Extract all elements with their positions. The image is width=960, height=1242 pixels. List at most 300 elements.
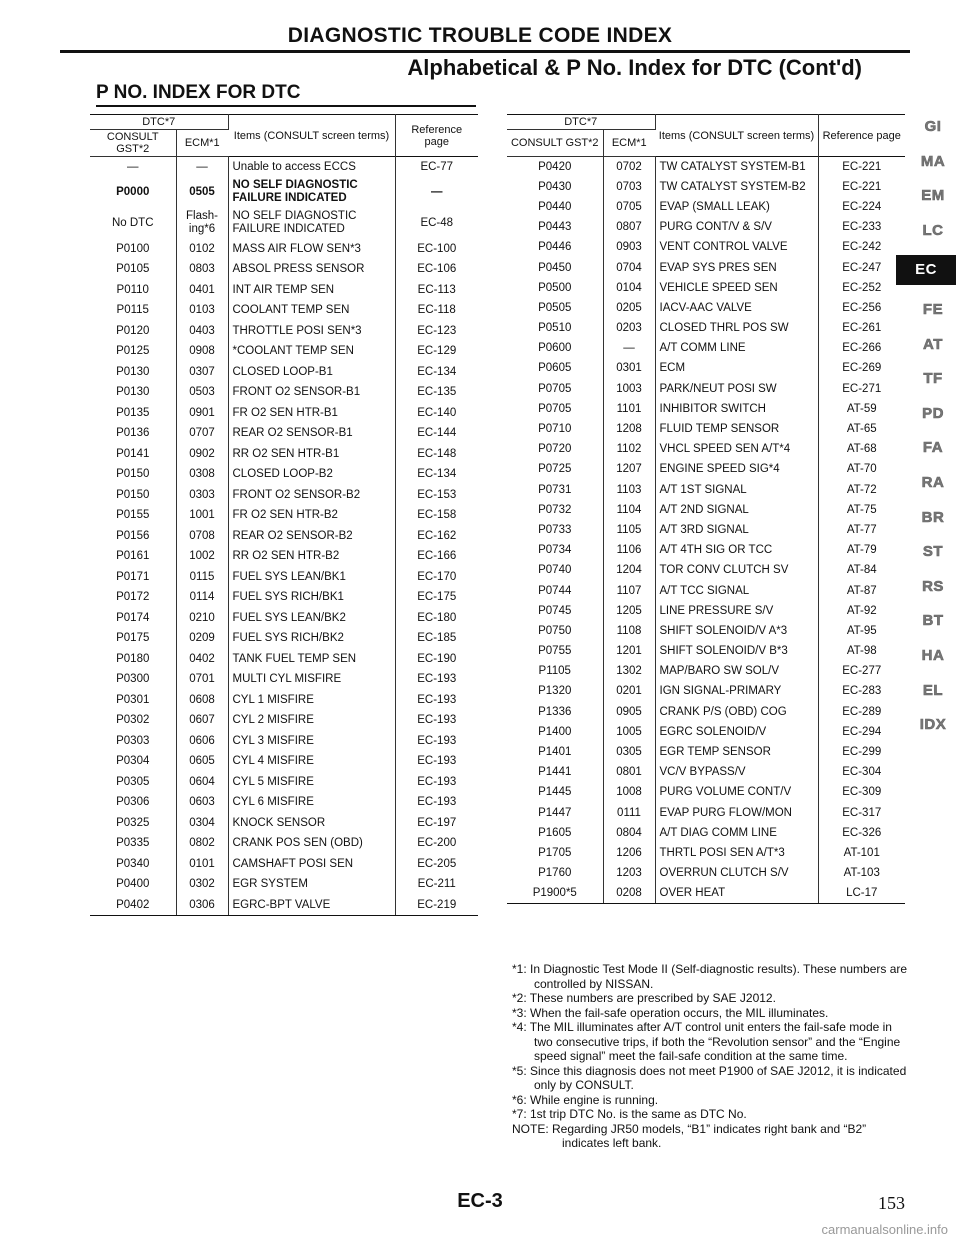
- cell-item: NO SELF DIAGNOSTIC FAILURE INDICATED: [228, 208, 395, 239]
- cell-reference: EC-326: [842, 826, 882, 839]
- cell-ecm: 0606: [176, 731, 228, 752]
- cell-ecm: 0902: [176, 444, 228, 465]
- cell-consult: P0443: [507, 217, 603, 237]
- cell-consult: P1336: [507, 702, 603, 722]
- cell-reference: —: [431, 185, 443, 198]
- cell-consult: P0725: [507, 459, 603, 479]
- cell-reference: EC-48: [420, 216, 454, 229]
- cell-reference: AT-68: [846, 443, 877, 456]
- cell-reference: EC-193: [417, 673, 457, 686]
- cell-consult: P0150: [90, 464, 176, 485]
- cell-reference: AT-59: [846, 402, 877, 415]
- section-tab-fe[interactable]: FE: [922, 300, 944, 318]
- cell-item: SHIFT SOLENOID/V A*3: [655, 621, 818, 641]
- dtc-table-left: [90, 114, 478, 916]
- table-row: [507, 399, 905, 419]
- cell-item: TANK FUEL TEMP SEN: [228, 649, 395, 670]
- cell-consult: P0325: [90, 813, 176, 834]
- cell-consult: P1441: [507, 762, 603, 782]
- section-tab-el[interactable]: EL: [922, 681, 944, 699]
- cell-ecm: 0803: [176, 259, 228, 280]
- cell-ecm: 0401: [176, 280, 228, 301]
- table-row: [90, 710, 478, 731]
- cell-reference: EC-180: [417, 611, 457, 624]
- cell-reference: EC-277: [842, 665, 882, 678]
- cell-consult: P0306: [90, 792, 176, 813]
- cell-reference: EC-185: [417, 632, 457, 645]
- cell-consult: P0400: [90, 874, 176, 895]
- cell-item: REAR O2 SENSOR-B1: [228, 423, 395, 444]
- cell-reference: EC-170: [417, 570, 457, 583]
- cell-reference: EC-294: [842, 725, 882, 738]
- page-subtitle: Alphabetical & P No. Index for DTC (Cont'd): [407, 55, 862, 80]
- right-table-body: [507, 157, 905, 904]
- table-row: [90, 341, 478, 362]
- cell-consult: P0710: [507, 419, 603, 439]
- cell-consult: P0155: [90, 505, 176, 526]
- table-row: [507, 641, 905, 661]
- cell-item: A/T 3RD SIGNAL: [655, 520, 818, 540]
- cell-ecm: 0305: [603, 742, 655, 762]
- cell-consult: P0720: [507, 439, 603, 459]
- cell-ecm: 0102: [176, 239, 228, 260]
- cell-item: A/T TCC SIGNAL: [655, 580, 818, 600]
- section-tab-tf[interactable]: TF: [923, 370, 943, 388]
- table-row: [507, 358, 905, 378]
- section-tab-ma[interactable]: MA: [920, 152, 946, 170]
- table-row: [90, 567, 478, 588]
- cell-consult: P1605: [507, 823, 603, 843]
- cell-item: PURG VOLUME CONT/V: [655, 782, 818, 802]
- cell-item: Unable to access ECCS: [228, 157, 395, 178]
- cell-item: RR O2 SEN HTR-B2: [228, 546, 395, 567]
- cell-item: VHCL SPEED SEN A/T*4: [655, 439, 818, 459]
- table-row: [90, 526, 478, 547]
- cell-item: MAP/BARO SW SOL/V: [655, 661, 818, 681]
- table-row: [507, 439, 905, 459]
- cell-reference: EC-219: [395, 895, 478, 916]
- cell-item: VENT CONTROL VALVE: [655, 237, 818, 257]
- section-tab-ec[interactable]: EC: [896, 255, 956, 285]
- cell-consult: P0420: [507, 157, 603, 177]
- cell-item: RR O2 SEN HTR-B1: [228, 444, 395, 465]
- table-row: [90, 751, 478, 772]
- cell-reference: AT-75: [846, 503, 877, 516]
- header-ecm: ECM*1: [603, 130, 655, 157]
- cell-item: FUEL SYS RICH/BK1: [228, 587, 395, 608]
- cell-ecm: 1107: [603, 580, 655, 600]
- cell-ecm: 0701: [176, 669, 228, 690]
- cell-consult: P1320: [507, 681, 603, 701]
- cell-reference: EC-193: [417, 755, 457, 768]
- footnote: *2: These numbers are prescribed by SAE J2012.: [512, 991, 776, 1005]
- cell-item: CYL 3 MISFIRE: [228, 731, 395, 752]
- cell-item: CYL 6 MISFIRE: [228, 792, 395, 813]
- cell-reference: EC-221: [818, 157, 905, 177]
- cell-reference: EC-153: [417, 488, 457, 501]
- table-row: [507, 661, 905, 681]
- cell-reference: EC-289: [842, 705, 882, 718]
- cell-item: IACV-AAC VALVE: [655, 298, 818, 318]
- cell-ecm: 0302: [176, 874, 228, 895]
- cell-reference: AT-65: [846, 423, 877, 436]
- cell-consult: P0175: [90, 628, 176, 649]
- cell-item: CYL 1 MISFIRE: [228, 690, 395, 711]
- cell-consult: P0402: [90, 895, 176, 916]
- table-row: [507, 298, 905, 318]
- cell-item: THRTL POSI SEN A/T*3: [655, 843, 818, 863]
- cell-reference: EC-252: [842, 281, 882, 294]
- table-row: [507, 621, 905, 641]
- cell-consult: P0450: [507, 257, 603, 277]
- cell-consult: P0150: [90, 485, 176, 506]
- footnote: NOTE: Regarding JR50 models, “B1” indicates right bank and “B2” indicates left bank.: [512, 1121, 867, 1150]
- title-rule: [60, 50, 910, 53]
- table-row: [507, 803, 905, 823]
- table-row: [507, 863, 905, 883]
- section-tab-bt[interactable]: BT: [922, 612, 944, 630]
- cell-item: FR O2 SEN HTR-B1: [228, 403, 395, 424]
- cell-ecm: 0210: [176, 608, 228, 629]
- table-row: [507, 338, 905, 358]
- cell-ecm: 1101: [603, 399, 655, 419]
- cell-item: FR O2 SEN HTR-B2: [228, 505, 395, 526]
- cell-reference: EC-221: [842, 180, 882, 193]
- cell-ecm: 1207: [603, 459, 655, 479]
- cell-reference: EC-299: [842, 746, 882, 759]
- cell-ecm: 0503: [176, 382, 228, 403]
- table-row: [90, 546, 478, 567]
- cell-reference: EC-193: [417, 693, 457, 706]
- cell-consult: P0125: [90, 341, 176, 362]
- table-row: [90, 444, 478, 465]
- cell-reference: EC-162: [417, 529, 457, 542]
- cell-consult: P0340: [90, 854, 176, 875]
- cell-item: CYL 2 MISFIRE: [228, 710, 395, 731]
- cell-item: OVERRUN CLUTCH S/V: [655, 863, 818, 883]
- table-row: [90, 854, 478, 875]
- cell-ecm: 0115: [176, 567, 228, 588]
- cell-item: LINE PRESSURE S/V: [655, 601, 818, 621]
- section-tab-idx[interactable]: IDX: [919, 716, 947, 734]
- cell-reference: EC-190: [417, 652, 457, 665]
- section-tab-at[interactable]: AT: [923, 335, 943, 353]
- cell-ecm: 1104: [603, 500, 655, 520]
- cell-ecm: 1008: [603, 782, 655, 802]
- cell-item: KNOCK SENSOR: [228, 813, 395, 834]
- section-rule: [96, 105, 476, 107]
- cell-ecm: 0704: [603, 257, 655, 277]
- table-row: [90, 403, 478, 424]
- cell-consult: P0105: [90, 259, 176, 280]
- cell-item: CRANK P/S (OBD) COG: [655, 702, 818, 722]
- cell-ecm: 0205: [603, 298, 655, 318]
- cell-consult: P0605: [507, 358, 603, 378]
- table-row: [507, 560, 905, 580]
- cell-consult: P0300: [90, 669, 176, 690]
- cell-item: FRONT O2 SENSOR-B2: [228, 485, 395, 506]
- cell-consult: P0510: [507, 318, 603, 338]
- cell-ecm: 1204: [603, 560, 655, 580]
- cell-reference: EC-193: [417, 714, 457, 727]
- left-table-body: [90, 157, 478, 916]
- cell-item: IGN SIGNAL-PRIMARY: [655, 681, 818, 701]
- cell-item: SHIFT SOLENOID/V B*3: [655, 641, 818, 661]
- header-items: Items (CONSULT screen terms): [655, 115, 818, 157]
- cell-consult: P0750: [507, 621, 603, 641]
- header-ecm: ECM*1: [176, 130, 228, 157]
- table-row: [507, 883, 905, 903]
- cell-reference: AT-92: [846, 604, 877, 617]
- cell-consult: P0130: [90, 362, 176, 383]
- cell-ecm: 0903: [603, 237, 655, 257]
- section-tab-fa[interactable]: FA: [922, 439, 944, 457]
- cell-item: EVAP (SMALL LEAK): [655, 197, 818, 217]
- cell-ecm: 0306: [176, 895, 228, 916]
- cell-item: TW CATALYST SYSTEM-B1: [655, 157, 818, 177]
- cell-item: FLUID TEMP SENSOR: [655, 419, 818, 439]
- cell-consult: P0732: [507, 500, 603, 520]
- cell-consult: P0731: [507, 480, 603, 500]
- cell-item: A/T DIAG COMM LINE: [655, 823, 818, 843]
- header-dtc: DTC*7: [507, 115, 655, 130]
- cell-reference: EC-193: [417, 775, 457, 788]
- table-row: [90, 464, 478, 485]
- cell-reference: EC-134: [417, 365, 457, 378]
- section-tab-st[interactable]: ST: [922, 543, 944, 561]
- cell-consult: P0734: [507, 540, 603, 560]
- cell-consult: P0110: [90, 280, 176, 301]
- table-row: [90, 423, 478, 444]
- section-tabs: [910, 117, 956, 750]
- table-row: [90, 608, 478, 629]
- cell-item: FRONT O2 SENSOR-B1: [228, 382, 395, 403]
- cell-reference: EC-175: [417, 591, 457, 604]
- cell-consult: P0305: [90, 772, 176, 793]
- cell-item: CRANK POS SEN (OBD): [228, 833, 395, 854]
- cell-ecm: 1205: [603, 601, 655, 621]
- footnote: *1: In Diagnostic Test Mode II (Self-diagnostic results). These numbers are controlled by NISSAN.: [512, 962, 908, 991]
- cell-item: NO SELF DIAGNOSTIC FAILURE INDICATED: [228, 177, 395, 208]
- cell-item: INHIBITOR SWITCH: [655, 399, 818, 419]
- cell-ecm: 0708: [176, 526, 228, 547]
- cell-item: ECM: [655, 358, 818, 378]
- cell-reference: AT-84: [846, 564, 877, 577]
- cell-ecm: 0403: [176, 321, 228, 342]
- cell-item: VC/V BYPASS/V: [655, 762, 818, 782]
- table-row: [507, 278, 905, 298]
- cell-consult: P0161: [90, 546, 176, 567]
- cell-reference: EC-134: [417, 468, 457, 481]
- table-row: [507, 823, 905, 843]
- cell-reference: EC-135: [417, 386, 457, 399]
- cell-ecm: 1003: [603, 379, 655, 399]
- cell-item: EGRC SOLENOID/V: [655, 722, 818, 742]
- cell-item: CLOSED LOOP-B1: [228, 362, 395, 383]
- cell-item: CYL 4 MISFIRE: [228, 751, 395, 772]
- cell-ecm: 1206: [603, 843, 655, 863]
- table-row: [90, 485, 478, 506]
- cell-consult: P0740: [507, 560, 603, 580]
- watermark: carmanualsonline.info: [821, 1222, 948, 1237]
- cell-reference: EC-247: [842, 261, 882, 274]
- cell-reference: EC-129: [417, 345, 457, 358]
- section-tab-br[interactable]: BR: [921, 508, 945, 526]
- cell-consult: P0505: [507, 298, 603, 318]
- cell-consult: P0600: [507, 338, 603, 358]
- cell-reference: EC-118: [417, 304, 456, 317]
- cell-consult: P1760: [507, 863, 603, 883]
- cell-item: EGRC-BPT VALVE: [228, 895, 395, 916]
- cell-consult: P0744: [507, 580, 603, 600]
- cell-consult: P0100: [90, 239, 176, 260]
- cell-reference: EC-140: [417, 406, 457, 419]
- cell-consult: P0174: [90, 608, 176, 629]
- cell-item: A/T 1ST SIGNAL: [655, 480, 818, 500]
- section-title: P NO. INDEX FOR DTC: [96, 82, 301, 103]
- cell-reference: AT-79: [846, 544, 877, 557]
- cell-ecm: 0104: [603, 278, 655, 298]
- page-title: DIAGNOSTIC TROUBLE CODE INDEX: [287, 24, 673, 47]
- cell-reference: EC-193: [417, 796, 457, 809]
- table-row: [507, 681, 905, 701]
- section-tab-rs[interactable]: RS: [922, 577, 944, 595]
- cell-item: A/T 4TH SIG OR TCC: [655, 540, 818, 560]
- cell-reference: EC-304: [842, 766, 882, 779]
- cell-reference: EC-197: [417, 816, 457, 829]
- table-row: [90, 362, 478, 383]
- cell-ecm: 0101: [176, 854, 228, 875]
- table-row: [507, 742, 905, 762]
- header-consult: CONSULT GST*2: [507, 130, 603, 157]
- cell-ecm: 1105: [603, 520, 655, 540]
- cell-ecm: 0603: [176, 792, 228, 813]
- cell-ecm: Flash-ing*6: [176, 208, 228, 239]
- table-row: [507, 217, 905, 237]
- table-row: [507, 782, 905, 802]
- section-tab-gi[interactable]: GI: [924, 118, 942, 135]
- cell-reference: EC-224: [842, 200, 882, 213]
- cell-ecm: 0308: [176, 464, 228, 485]
- cell-ecm: 0604: [176, 772, 228, 793]
- cell-reference: AT-70: [846, 463, 877, 476]
- cell-item: MULTI CYL MISFIRE: [228, 669, 395, 690]
- cell-consult: P1447: [507, 803, 603, 823]
- table-row: [90, 813, 478, 834]
- footnote: *5: Since this diagnosis does not meet P1900 of SAE J2012, it is indicated only by CONSULT.: [512, 1063, 907, 1092]
- table-row: [90, 382, 478, 403]
- cell-consult: P1401: [507, 742, 603, 762]
- cell-consult: P1900*5: [507, 883, 603, 903]
- cell-item: COOLANT TEMP SEN: [228, 300, 395, 321]
- cell-ecm: 0505: [176, 177, 228, 208]
- cell-ecm: 0807: [603, 217, 655, 237]
- cell-reference: EC-113: [417, 283, 456, 296]
- cell-consult: P0500: [507, 278, 603, 298]
- cell-consult: P0303: [90, 731, 176, 752]
- table-row: [507, 237, 905, 257]
- cell-reference: AT-101: [843, 846, 880, 859]
- cell-consult: P0705: [507, 379, 603, 399]
- table-row: [507, 702, 905, 722]
- cell-consult: P0156: [90, 526, 176, 547]
- cell-item: ENGINE SPEED SIG*4: [655, 459, 818, 479]
- section-tab-ra[interactable]: RA: [921, 473, 945, 491]
- table-row: [507, 157, 905, 177]
- page-number: 153: [878, 1193, 905, 1213]
- cell-consult: P0755: [507, 641, 603, 661]
- cell-reference: EC-242: [842, 241, 882, 254]
- cell-item: PARK/NEUT POSI SW: [655, 379, 818, 399]
- cell-item: CLOSED THRL POS SW: [655, 318, 818, 338]
- table-row: [507, 500, 905, 520]
- cell-item: VEHICLE SPEED SEN: [655, 278, 818, 298]
- dtc-table-right: [507, 114, 905, 904]
- cell-ecm: 1106: [603, 540, 655, 560]
- cell-consult: No DTC: [90, 208, 176, 239]
- cell-ecm: 1103: [603, 480, 655, 500]
- cell-consult: P0301: [90, 690, 176, 711]
- cell-consult: P0141: [90, 444, 176, 465]
- cell-ecm: 0201: [603, 681, 655, 701]
- cell-ecm: 0607: [176, 710, 228, 731]
- table-row: [90, 321, 478, 342]
- table-row: [90, 177, 478, 208]
- section-tab-ha[interactable]: HA: [921, 646, 945, 664]
- cell-consult: P1105: [507, 661, 603, 681]
- cell-reference: EC-317: [842, 806, 882, 819]
- cell-consult: P0120: [90, 321, 176, 342]
- cell-consult: P0135: [90, 403, 176, 424]
- table-row: [90, 587, 478, 608]
- cell-reference: EC-309: [842, 786, 882, 799]
- table-row: [507, 318, 905, 338]
- table-row: [90, 300, 478, 321]
- table-row: [90, 690, 478, 711]
- cell-ecm: 1302: [603, 661, 655, 681]
- section-tab-lc[interactable]: LC: [922, 221, 944, 239]
- cell-ecm: 0208: [603, 883, 655, 903]
- cell-reference: EC-144: [417, 427, 457, 440]
- table-row: [507, 601, 905, 621]
- cell-reference: AT-77: [846, 523, 877, 536]
- table-row: [507, 762, 905, 782]
- cell-consult: P1445: [507, 782, 603, 802]
- cell-ecm: 0111: [603, 803, 655, 823]
- cell-reference: EC-269: [842, 362, 882, 375]
- table-row: [90, 505, 478, 526]
- cell-reference: EC-205: [417, 857, 457, 870]
- table-row: [90, 772, 478, 793]
- cell-reference: EC-256: [842, 301, 882, 314]
- section-tab-pd[interactable]: PD: [922, 404, 944, 422]
- cell-item: A/T 2ND SIGNAL: [655, 500, 818, 520]
- cell-consult: P0705: [507, 399, 603, 419]
- section-tab-em[interactable]: EM: [921, 187, 945, 205]
- footnote: *7: 1st trip DTC No. is the same as DTC No.: [512, 1107, 747, 1121]
- table-row: [507, 480, 905, 500]
- footnote: *3: When the fail-safe operation occurs, the MIL illuminates.: [512, 1005, 829, 1020]
- cell-item: CLOSED LOOP-B2: [228, 464, 395, 485]
- cell-consult: P0304: [90, 751, 176, 772]
- cell-item: EVAP PURG FLOW/MON: [655, 803, 818, 823]
- table-row: [90, 280, 478, 301]
- cell-reference: AT-98: [846, 645, 877, 658]
- cell-ecm: —: [176, 157, 228, 178]
- cell-ecm: 1002: [176, 546, 228, 567]
- cell-consult: —: [90, 157, 176, 178]
- cell-item: INT AIR TEMP SEN: [228, 280, 395, 301]
